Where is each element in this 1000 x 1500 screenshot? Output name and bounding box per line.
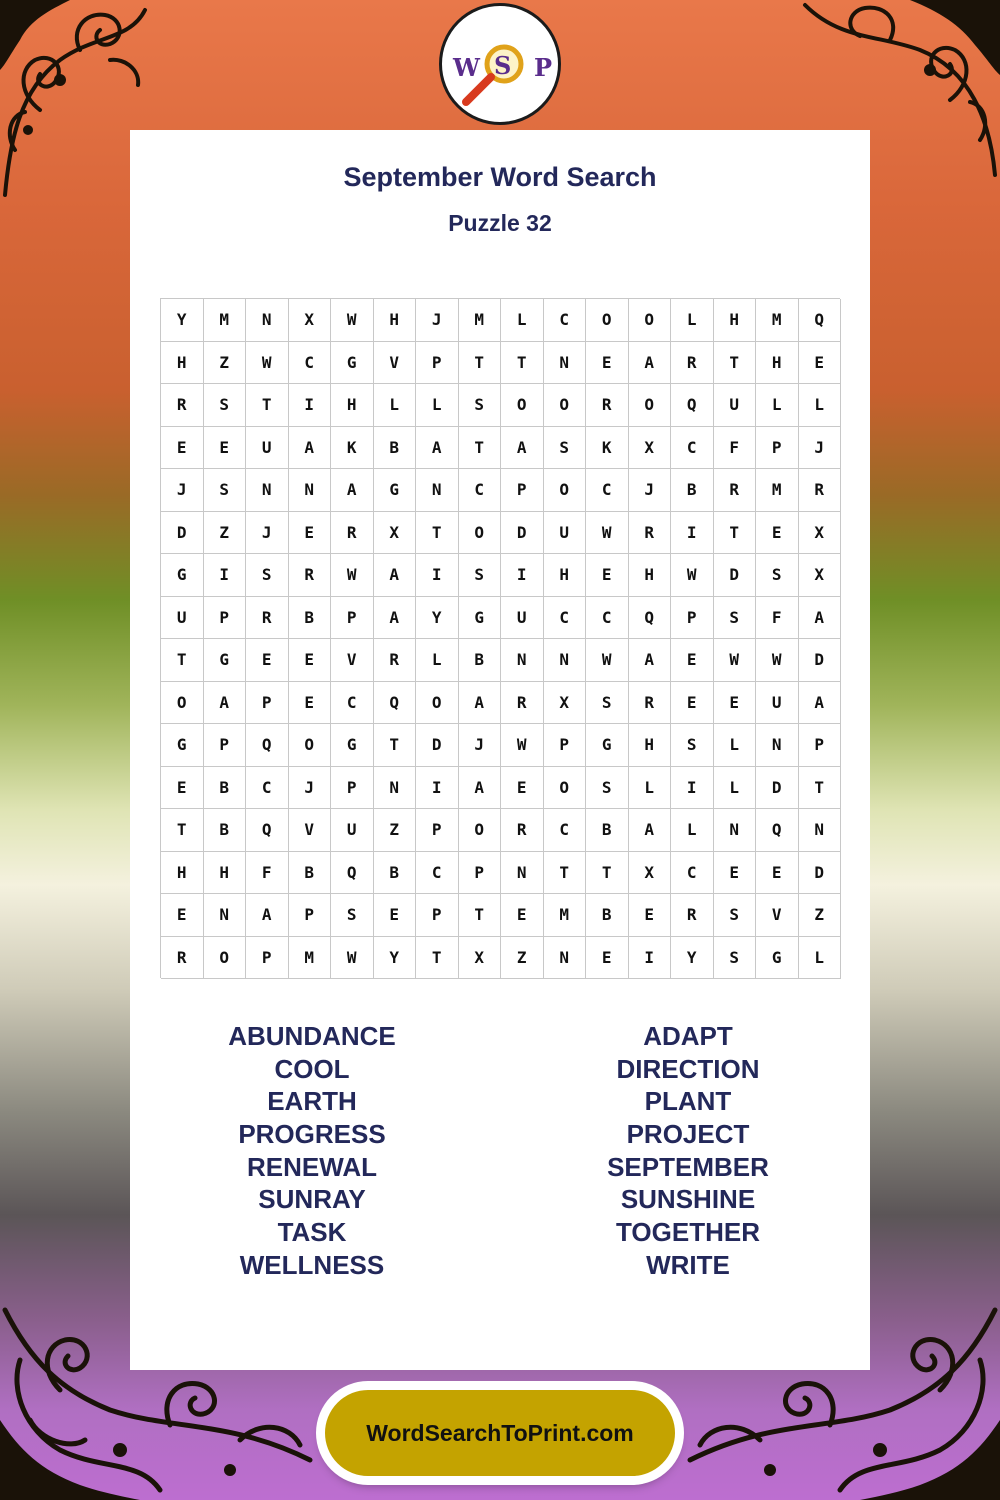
grid-cell[interactable]: N xyxy=(204,894,247,937)
grid-cell[interactable]: Y xyxy=(416,597,459,640)
grid-cell[interactable]: N xyxy=(544,639,587,682)
grid-cell[interactable]: Z xyxy=(374,809,417,852)
grid-cell[interactable]: U xyxy=(331,809,374,852)
grid-cell[interactable]: X xyxy=(799,512,842,555)
grid-cell[interactable]: Q xyxy=(246,809,289,852)
grid-cell[interactable]: H xyxy=(374,299,417,342)
grid-cell[interactable]: L xyxy=(799,384,842,427)
grid-cell[interactable]: E xyxy=(629,894,672,937)
grid-cell[interactable]: E xyxy=(714,852,757,895)
grid-cell[interactable]: Q xyxy=(374,682,417,725)
grid-cell[interactable]: C xyxy=(544,299,587,342)
grid-cell[interactable]: R xyxy=(246,597,289,640)
grid-cell[interactable]: T xyxy=(161,639,204,682)
grid-cell[interactable]: O xyxy=(544,767,587,810)
grid-cell[interactable]: Q xyxy=(671,384,714,427)
grid-cell[interactable]: C xyxy=(331,682,374,725)
logo-letter-w: W xyxy=(453,53,480,82)
grid-cell[interactable]: G xyxy=(161,554,204,597)
grid-cell[interactable]: Q xyxy=(756,809,799,852)
grid-cell[interactable]: P xyxy=(246,682,289,725)
grid-cell[interactable]: R xyxy=(671,342,714,385)
grid-cell[interactable]: W xyxy=(331,299,374,342)
grid-cell[interactable]: D xyxy=(416,724,459,767)
puzzle-number: Puzzle 32 xyxy=(448,210,552,236)
grid-cell[interactable]: S xyxy=(714,597,757,640)
grid-cell[interactable]: A xyxy=(204,682,247,725)
grid-cell[interactable]: W xyxy=(671,554,714,597)
grid-cell[interactable]: E xyxy=(161,767,204,810)
grid-cell[interactable]: S xyxy=(714,937,757,980)
grid-cell[interactable]: A xyxy=(799,682,842,725)
grid-cell[interactable]: R xyxy=(501,809,544,852)
grid-cell[interactable]: H xyxy=(204,852,247,895)
grid-cell[interactable]: J xyxy=(416,299,459,342)
grid-cell[interactable]: H xyxy=(161,342,204,385)
grid-cell[interactable]: E xyxy=(501,894,544,937)
grid-cell[interactable]: U xyxy=(756,682,799,725)
grid-cell[interactable]: A xyxy=(459,767,502,810)
grid-cell[interactable]: A xyxy=(374,597,417,640)
grid-cell[interactable]: T xyxy=(161,809,204,852)
word-list-item: EARTH xyxy=(267,1086,357,1117)
grid-cell[interactable]: R xyxy=(714,469,757,512)
grid-cell[interactable]: S xyxy=(714,894,757,937)
grid-cell[interactable]: L xyxy=(799,937,842,980)
word-list-item: COOL xyxy=(274,1053,350,1084)
grid-cell[interactable]: C xyxy=(586,597,629,640)
grid-cell[interactable]: A xyxy=(459,682,502,725)
word-list-item: RENEWAL xyxy=(247,1151,377,1182)
grid-cell[interactable]: M xyxy=(756,469,799,512)
grid-cell[interactable]: O xyxy=(629,384,672,427)
grid-cell[interactable]: B xyxy=(374,852,417,895)
grid-cell[interactable]: H xyxy=(714,299,757,342)
grid-cell[interactable]: E xyxy=(586,937,629,980)
logo-letter-s: S xyxy=(494,51,512,80)
grid-cell[interactable]: L xyxy=(416,639,459,682)
page-title: September Word Search xyxy=(343,162,657,192)
grid-cell[interactable]: G xyxy=(586,724,629,767)
website-link-button[interactable]: WordSearchToPrint.com xyxy=(322,1387,678,1479)
grid-cell[interactable]: N xyxy=(544,342,587,385)
grid-cell[interactable]: N xyxy=(714,809,757,852)
grid-cell[interactable]: C xyxy=(416,852,459,895)
grid-cell[interactable]: X xyxy=(799,554,842,597)
grid-cell[interactable]: P xyxy=(289,894,332,937)
grid-cell[interactable]: Q xyxy=(246,724,289,767)
grid-cell[interactable]: E xyxy=(501,767,544,810)
grid-cell[interactable]: L xyxy=(714,767,757,810)
grid-cell[interactable]: X xyxy=(459,937,502,980)
grid-cell[interactable]: I xyxy=(629,937,672,980)
grid-cell[interactable]: S xyxy=(204,384,247,427)
grid-cell[interactable]: E xyxy=(714,682,757,725)
grid-cell[interactable]: C xyxy=(289,342,332,385)
grid-cell[interactable]: X xyxy=(629,852,672,895)
grid-cell[interactable]: R xyxy=(331,512,374,555)
grid-cell[interactable]: S xyxy=(246,554,289,597)
grid-cell[interactable]: B xyxy=(671,469,714,512)
grid-cell[interactable]: O xyxy=(586,299,629,342)
grid-cell[interactable]: G xyxy=(374,469,417,512)
word-list-item: SUNRAY xyxy=(258,1184,366,1215)
grid-cell[interactable]: A xyxy=(246,894,289,937)
word-list-item: PROGRESS xyxy=(238,1119,386,1150)
grid-cell[interactable]: B xyxy=(586,809,629,852)
grid-cell[interactable]: V xyxy=(756,894,799,937)
grid-cell[interactable]: E xyxy=(204,427,247,470)
grid-cell[interactable]: S xyxy=(544,427,587,470)
grid-cell[interactable]: E xyxy=(756,852,799,895)
grid-cell[interactable]: E xyxy=(586,554,629,597)
grid-cell[interactable]: Z xyxy=(799,894,842,937)
grid-cell[interactable]: P xyxy=(416,342,459,385)
grid-cell[interactable]: J xyxy=(246,512,289,555)
grid-cell[interactable]: R xyxy=(629,512,672,555)
grid-cell[interactable]: S xyxy=(756,554,799,597)
grid-cell[interactable]: J xyxy=(161,469,204,512)
grid-cell[interactable]: D xyxy=(799,639,842,682)
grid-cell[interactable]: E xyxy=(671,639,714,682)
grid-cell[interactable]: S xyxy=(671,724,714,767)
grid-cell[interactable]: E xyxy=(289,639,332,682)
grid-cell[interactable]: I xyxy=(501,554,544,597)
grid-cell[interactable]: G xyxy=(331,724,374,767)
grid-cell[interactable]: Y xyxy=(161,299,204,342)
grid-cell[interactable]: H xyxy=(629,554,672,597)
grid-cell[interactable]: R xyxy=(629,682,672,725)
grid-cell[interactable]: S xyxy=(204,469,247,512)
grid-cell[interactable]: J xyxy=(289,767,332,810)
grid-cell[interactable]: R xyxy=(501,682,544,725)
grid-cell[interactable]: A xyxy=(501,427,544,470)
grid-cell[interactable]: G xyxy=(459,597,502,640)
grid-cell[interactable]: N xyxy=(246,299,289,342)
grid-cell[interactable]: L xyxy=(671,809,714,852)
grid-cell[interactable]: T xyxy=(416,937,459,980)
grid-cell[interactable]: U xyxy=(161,597,204,640)
word-list-item: TOGETHER xyxy=(616,1217,760,1248)
word-list-item: SUNSHINE xyxy=(620,1184,756,1215)
grid-cell[interactable]: W xyxy=(331,554,374,597)
grid-cell[interactable]: L xyxy=(416,384,459,427)
grid-cell[interactable]: R xyxy=(671,894,714,937)
grid-cell[interactable]: E xyxy=(289,512,332,555)
grid-cell[interactable]: B xyxy=(586,894,629,937)
grid-cell[interactable]: T xyxy=(459,894,502,937)
grid-cell[interactable]: S xyxy=(459,554,502,597)
grid-cell[interactable]: I xyxy=(289,384,332,427)
grid-cell[interactable]: T xyxy=(799,767,842,810)
grid-cell[interactable]: U xyxy=(544,512,587,555)
grid-cell[interactable]: C xyxy=(246,767,289,810)
grid-cell[interactable]: R xyxy=(289,554,332,597)
grid-cell[interactable]: O xyxy=(629,299,672,342)
grid-cell[interactable]: N xyxy=(501,852,544,895)
grid-cell[interactable]: P xyxy=(501,469,544,512)
grid-cell[interactable]: H xyxy=(629,724,672,767)
grid-cell[interactable]: C xyxy=(671,427,714,470)
grid-cell[interactable]: J xyxy=(629,469,672,512)
grid-cell[interactable]: N xyxy=(501,639,544,682)
grid-cell[interactable]: O xyxy=(544,469,587,512)
grid-cell[interactable]: E xyxy=(161,894,204,937)
grid-cell[interactable]: A xyxy=(331,469,374,512)
grid-cell[interactable]: T xyxy=(501,342,544,385)
grid-cell[interactable]: S xyxy=(459,384,502,427)
grid-cell[interactable]: I xyxy=(416,767,459,810)
grid-cell[interactable]: L xyxy=(714,724,757,767)
grid-cell[interactable]: O xyxy=(161,682,204,725)
grid-cell[interactable]: O xyxy=(501,384,544,427)
grid-cell[interactable]: S xyxy=(331,894,374,937)
grid-cell[interactable]: E xyxy=(289,682,332,725)
logo-letter-p: P xyxy=(534,53,553,82)
grid-cell[interactable]: O xyxy=(416,682,459,725)
grid-cell[interactable]: D xyxy=(161,512,204,555)
grid-cell[interactable]: N xyxy=(799,809,842,852)
grid-cell[interactable]: N xyxy=(246,469,289,512)
grid-cell[interactable]: P xyxy=(246,937,289,980)
grid-cell[interactable]: P xyxy=(544,724,587,767)
grid-cell[interactable]: U xyxy=(714,384,757,427)
grid-cell[interactable]: W xyxy=(756,639,799,682)
grid-cell[interactable]: M xyxy=(204,299,247,342)
grid-cell[interactable]: G xyxy=(756,937,799,980)
grid-cell[interactable]: E xyxy=(246,639,289,682)
grid-cell[interactable]: O xyxy=(204,937,247,980)
grid-cell[interactable]: L xyxy=(671,299,714,342)
grid-cell[interactable]: T xyxy=(714,342,757,385)
word-list-item: WRITE xyxy=(646,1249,730,1280)
grid-cell[interactable]: X xyxy=(289,299,332,342)
grid-cell[interactable]: C xyxy=(671,852,714,895)
grid-cell[interactable]: E xyxy=(374,894,417,937)
grid-cell[interactable]: V xyxy=(374,342,417,385)
grid-cell[interactable]: D xyxy=(714,554,757,597)
grid-cell[interactable]: T xyxy=(459,427,502,470)
grid-cell[interactable]: W xyxy=(586,512,629,555)
grid-cell[interactable]: A xyxy=(629,342,672,385)
grid-cell[interactable]: M xyxy=(289,937,332,980)
word-list-right xyxy=(538,1020,838,1282)
grid-cell[interactable]: B xyxy=(374,427,417,470)
grid-cell[interactable]: A xyxy=(629,639,672,682)
grid-cell[interactable]: I xyxy=(416,554,459,597)
grid-cell[interactable]: Z xyxy=(204,342,247,385)
grid-cell[interactable]: A xyxy=(289,427,332,470)
grid-cell[interactable]: C xyxy=(544,809,587,852)
grid-cell[interactable]: E xyxy=(586,342,629,385)
grid-cell[interactable]: L xyxy=(501,299,544,342)
grid-cell[interactable]: M xyxy=(544,894,587,937)
grid-cell[interactable]: S xyxy=(586,682,629,725)
grid-cell[interactable]: N xyxy=(756,724,799,767)
grid-cell[interactable]: I xyxy=(671,767,714,810)
grid-cell[interactable]: R xyxy=(161,937,204,980)
grid-cell[interactable]: P xyxy=(416,809,459,852)
grid-cell[interactable]: B xyxy=(289,852,332,895)
word-list-item: ADAPT xyxy=(643,1021,733,1051)
word-list-item: PLANT xyxy=(644,1086,732,1117)
grid-cell[interactable]: N xyxy=(374,767,417,810)
grid-cell[interactable]: R xyxy=(161,384,204,427)
grid-cell[interactable]: O xyxy=(289,724,332,767)
grid-cell[interactable]: A xyxy=(374,554,417,597)
grid-cell[interactable]: W xyxy=(586,639,629,682)
grid-cell[interactable]: P xyxy=(331,597,374,640)
grid-cell[interactable]: X xyxy=(544,682,587,725)
grid-cell[interactable]: K xyxy=(331,427,374,470)
grid-cell[interactable]: P xyxy=(416,894,459,937)
grid-cell[interactable]: Q xyxy=(331,852,374,895)
grid-cell[interactable]: R xyxy=(799,469,842,512)
grid-cell[interactable]: G xyxy=(204,639,247,682)
grid-cell[interactable]: Z xyxy=(501,937,544,980)
grid-cell[interactable]: I xyxy=(204,554,247,597)
grid-cell[interactable]: W xyxy=(714,639,757,682)
grid-cell[interactable]: B xyxy=(289,597,332,640)
grid-cell[interactable]: W xyxy=(331,937,374,980)
grid-cell[interactable]: P xyxy=(671,597,714,640)
grid-cell[interactable]: I xyxy=(671,512,714,555)
grid-cell[interactable]: R xyxy=(586,384,629,427)
grid-cell[interactable]: P xyxy=(204,597,247,640)
grid-cell[interactable]: F xyxy=(756,597,799,640)
grid-cell[interactable]: E xyxy=(671,682,714,725)
grid-cell[interactable]: U xyxy=(501,597,544,640)
grid-cell[interactable]: L xyxy=(629,767,672,810)
grid-cell[interactable]: H xyxy=(331,384,374,427)
grid-cell[interactable]: N xyxy=(289,469,332,512)
grid-cell[interactable]: T xyxy=(459,342,502,385)
grid-cell[interactable]: O xyxy=(544,384,587,427)
grid-cell[interactable]: L xyxy=(374,384,417,427)
grid-cell[interactable]: B xyxy=(204,809,247,852)
grid-cell[interactable]: Q xyxy=(799,299,842,342)
grid-cell[interactable]: E xyxy=(161,427,204,470)
grid-cell[interactable]: N xyxy=(416,469,459,512)
grid-cell[interactable]: Y xyxy=(671,937,714,980)
grid-cell[interactable]: J xyxy=(799,427,842,470)
grid-cell[interactable]: P xyxy=(756,427,799,470)
grid-cell[interactable]: N xyxy=(544,937,587,980)
grid-cell[interactable]: T xyxy=(714,512,757,555)
grid-cell[interactable]: O xyxy=(459,512,502,555)
letter-grid xyxy=(160,298,840,978)
grid-cell[interactable]: C xyxy=(544,597,587,640)
grid-cell[interactable]: L xyxy=(756,384,799,427)
grid-cell[interactable]: B xyxy=(204,767,247,810)
grid-cell[interactable]: P xyxy=(459,852,502,895)
grid-cell[interactable]: F xyxy=(246,852,289,895)
word-list-item: SEPTEMBER xyxy=(607,1151,769,1182)
grid-cell[interactable]: D xyxy=(501,512,544,555)
grid-cell[interactable]: E xyxy=(756,512,799,555)
grid-cell[interactable]: W xyxy=(246,342,289,385)
grid-cell[interactable]: P xyxy=(204,724,247,767)
wsp-logo[interactable] xyxy=(439,3,561,125)
grid-cell[interactable]: F xyxy=(714,427,757,470)
grid-cell[interactable]: A xyxy=(629,809,672,852)
grid-cell[interactable]: T xyxy=(586,852,629,895)
grid-cell[interactable]: A xyxy=(799,597,842,640)
grid-cell[interactable]: W xyxy=(501,724,544,767)
word-list-item: DIRECTION xyxy=(616,1053,760,1084)
grid-cell[interactable]: J xyxy=(459,724,502,767)
grid-cell[interactable]: H xyxy=(756,342,799,385)
grid-cell[interactable]: V xyxy=(289,809,332,852)
grid-cell[interactable]: K xyxy=(586,427,629,470)
grid-cell[interactable]: T xyxy=(246,384,289,427)
grid-cell[interactable]: T xyxy=(544,852,587,895)
grid-cell[interactable]: C xyxy=(459,469,502,512)
grid-cell[interactable]: Q xyxy=(629,597,672,640)
word-list-item: WELLNESS xyxy=(239,1249,385,1280)
grid-cell[interactable]: P xyxy=(331,767,374,810)
grid-cell[interactable]: C xyxy=(586,469,629,512)
grid-cell[interactable]: B xyxy=(459,639,502,682)
grid-cell[interactable]: T xyxy=(416,512,459,555)
grid-cell[interactable]: M xyxy=(756,299,799,342)
word-list-item: TASK xyxy=(277,1217,347,1248)
grid-cell[interactable]: Z xyxy=(204,512,247,555)
grid-cell[interactable]: V xyxy=(331,639,374,682)
grid-cell[interactable]: E xyxy=(799,342,842,385)
grid-cell[interactable]: T xyxy=(374,724,417,767)
grid-cell[interactable]: R xyxy=(374,639,417,682)
grid-cell[interactable]: P xyxy=(799,724,842,767)
grid-cell[interactable]: Y xyxy=(374,937,417,980)
word-list-item: ABUNDANCE xyxy=(228,1021,396,1051)
grid-cell[interactable]: G xyxy=(161,724,204,767)
grid-cell[interactable]: H xyxy=(544,554,587,597)
grid-cell[interactable]: D xyxy=(756,767,799,810)
grid-cell[interactable]: O xyxy=(459,809,502,852)
word-list-item: PROJECT xyxy=(626,1119,750,1150)
grid-cell[interactable]: A xyxy=(416,427,459,470)
grid-cell[interactable]: U xyxy=(246,427,289,470)
word-list-left xyxy=(162,1020,462,1282)
grid-cell[interactable]: G xyxy=(331,342,374,385)
grid-cell[interactable]: X xyxy=(374,512,417,555)
grid-cell[interactable]: H xyxy=(161,852,204,895)
grid-cell[interactable]: X xyxy=(629,427,672,470)
grid-cell[interactable]: D xyxy=(799,852,842,895)
grid-cell[interactable]: M xyxy=(459,299,502,342)
grid-cell[interactable]: S xyxy=(586,767,629,810)
